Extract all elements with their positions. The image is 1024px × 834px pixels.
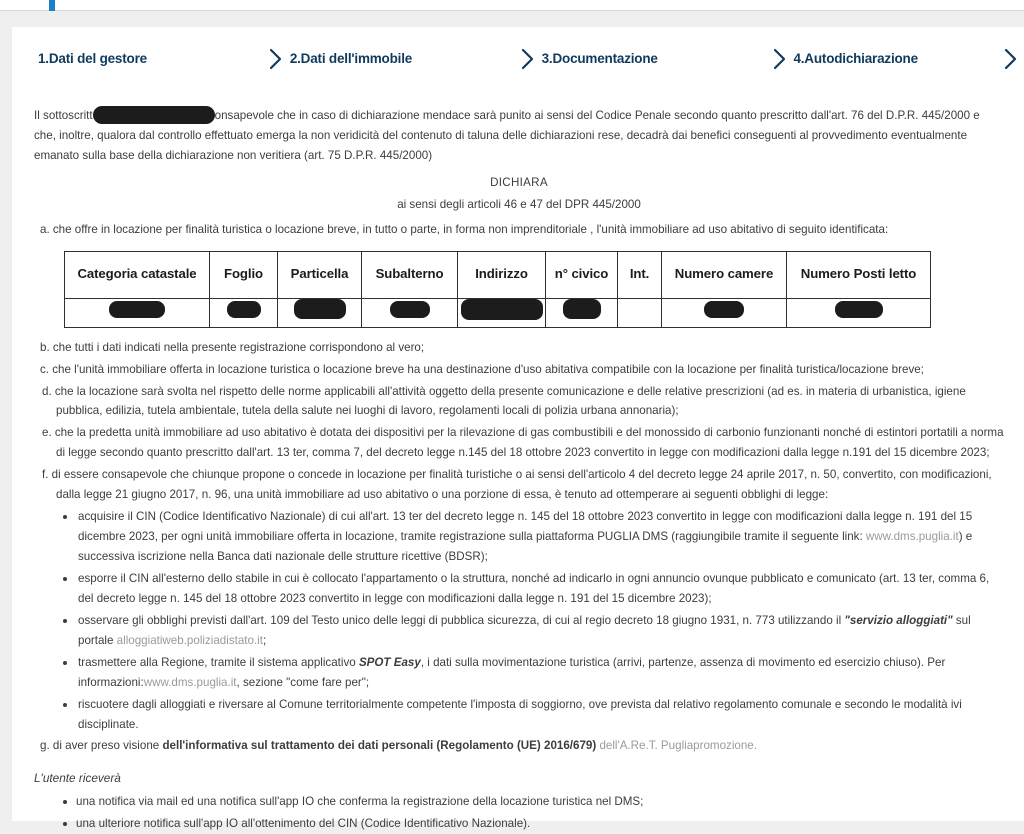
chevron-right-icon-4 xyxy=(996,47,1024,71)
obligation-text: osservare gli obblighi previsti dall'art. 109 del Testo unico delle leggi di pubblica sicurezza, di cui al regio decreto 18 giugno 1931, n. 773 utilizzando il xyxy=(78,613,845,627)
chevron-right-icon-3 xyxy=(765,47,793,71)
form-stepper xyxy=(12,27,1024,90)
col-subalterno: Subalterno xyxy=(362,251,458,298)
property-table xyxy=(64,251,931,328)
obligation-text-cont: ; xyxy=(262,633,267,647)
item-g-bold-informativa: dell'informativa sul trattamento dei dati personali (Regolamento (UE) 2016/679) xyxy=(162,739,597,753)
property-table-header-row xyxy=(65,251,931,298)
obligation-item-esporre-cin xyxy=(76,569,1004,609)
stepper-step-3[interactable]: 3.Documentazione xyxy=(541,51,658,66)
cell-int xyxy=(618,298,662,327)
utente-notification-item: una ulteriore notifica sull'app IO all'ottenimento del CIN (Codice Identificativo Nazionale). xyxy=(76,814,1004,834)
col-foglio: Foglio xyxy=(210,251,278,298)
dichiara-heading: DICHIARA xyxy=(490,175,548,189)
obligation-text: acquisire il CIN (Codice Identificativo Nazionale) di cui all'art. 13 ter del decreto legge n. 145 del 18 ottobre 2023 convertito in legge con modificazioni dalla legge n. 191 del 15 dicembre 2023, per ogni unità immobiliare offerta in locazione, tramite registrazione sulla piattaforma PUGLIA DMS (raggiungibile tramite il seguente link: xyxy=(78,510,973,544)
redaction-block xyxy=(563,299,601,319)
obligation-text: trasmettere alla Regione, tramite il sistema applicativo xyxy=(78,655,359,669)
cell-n-civico xyxy=(546,298,618,327)
obligation-text-mid: sul portale xyxy=(78,613,971,647)
obligation-item-imposta-soggiorno xyxy=(76,695,1004,735)
emphasis-servizio-alloggiati: "servizio alloggiati" xyxy=(844,613,953,627)
obligation-text-mid: , i dati sulla movimentazione turistica (arrivi, partenze, assenza di movimento ed esercizio chiuso). Per informazioni: xyxy=(78,655,946,689)
cell-numero-camere xyxy=(662,298,787,327)
redaction-block xyxy=(390,301,430,318)
cell-categoria-catastale xyxy=(65,298,210,327)
emphasis-spot-easy: SPOT Easy xyxy=(358,655,421,669)
obligation-text: riscuotere dagli alloggiati e riversare al Comune territorialmente competente l'imposta di soggiorno, ove prevista dal relativo regolamento comunale e secondo le modalità ivi disciplinate. xyxy=(78,697,962,731)
link-alloggiatiweb[interactable]: alloggiatiweb.poliziadistato.it xyxy=(116,633,263,647)
utente-notifications-list xyxy=(34,792,1004,834)
chevron-right-icon-1 xyxy=(262,47,290,71)
redaction-block xyxy=(294,299,346,319)
declaration-document xyxy=(12,90,1024,834)
cell-particella xyxy=(278,298,362,327)
item-g-prefix: g. di aver preso visione xyxy=(40,739,163,753)
obligation-item-cin xyxy=(76,507,1004,567)
obligation-text-cont: , sezione "come fare per"; xyxy=(236,675,370,689)
utente-ricevera-heading: L'utente riceverà xyxy=(34,771,121,786)
utente-notification-item: una notifica via mail ed una notifica sull'app IO che conferma la registrazione della locazione turistica nel DMS; xyxy=(76,792,1004,812)
chevron-right-icon-2 xyxy=(514,47,542,71)
redaction-name xyxy=(93,106,215,124)
col-n-civico: n° civico xyxy=(546,251,618,298)
redaction-block xyxy=(109,301,165,318)
page-background-gap xyxy=(0,11,1024,27)
redaction-block xyxy=(461,299,543,320)
col-particella: Particella xyxy=(278,251,362,298)
obligation-item-alloggiati xyxy=(76,611,1004,651)
declaration-item-g xyxy=(34,736,1004,756)
obligation-text: esporre il CIN all'esterno dello stabile in cui è collocato l'appartamento o la struttura, nonché ad indicarlo in ogni annuncio ovunque pubblicato e comunicato (art. 13 ter, comma 6, del decreto legge n. 145 del 18 ottobre 2023 convertito in legge con modificazioni dalla legge n. 191 del 15 dicembre 2023); xyxy=(78,571,990,605)
intro-after-redaction: onsapevole che in caso di dichiarazione mendace sarà punito ai sensi del Codice Penale secondo quanto prescritto dall'art. 76 del D.P.R. 445/2000 e che, inoltre, qualora dal controllo effettuato emerga la non veridicità del contenuto di taluna delle dichiarazioni rese, decadrà dai benefici conseguenti al provvedimento eventualmente emanato sulla base della dichiarazione non veritiera (art. 75 D.P.R. 445/2000) xyxy=(34,109,980,162)
stepper-step-2[interactable]: 2.Dati dell'immobile xyxy=(289,51,413,66)
col-int: Int. xyxy=(618,251,662,298)
cell-indirizzo xyxy=(458,298,546,327)
link-dms-puglia-2[interactable]: www.dms.puglia.it xyxy=(143,675,237,689)
declaration-item-a: a. che offre in locazione per finalità turistica o locazione breve, in tutto o parte, in forma non imprenditoriale , l'unità immobiliare ad uso abitativo di seguito identificata: xyxy=(40,222,889,236)
link-dms-puglia[interactable]: www.dms.puglia.it xyxy=(865,530,959,544)
intro-paragraph xyxy=(34,106,1004,166)
stepper-step-1[interactable]: 1.Dati del gestore xyxy=(38,51,147,66)
declaration-item-c: c. che l'unità immobiliare offerta in locazione turistica o locazione breve ha una destinazione d'uso abitativa compatibile con la locazione per finalità turistica/locazione breve; xyxy=(40,362,924,376)
property-table-wrap xyxy=(34,242,1004,338)
col-numero-camere: Numero camere xyxy=(662,251,787,298)
cell-foglio xyxy=(210,298,278,327)
declaration-item-b: b. che tutti i dati indicati nella presente registrazione corrispondono al vero; xyxy=(40,340,425,354)
col-categoria-catastale: Categoria catastale xyxy=(65,251,210,298)
declaration-item-d: d. che la locazione sarà svolta nel rispetto delle norme applicabili all'attività oggetto della presente comunicazione e delle relative prescrizioni (ad es. in materia di urbanistica, igiene pubblica, edilizia, tutela ambientale, tutela della salute nei luoghi di lavoro, regolamenti locali di polizia urbana annonaria); xyxy=(42,384,966,418)
stepper-step-4[interactable]: 4.Autodichiarazione xyxy=(793,51,918,66)
intro-before-redaction: Il sottoscritt xyxy=(34,109,93,122)
redaction-block xyxy=(704,301,744,318)
declaration-item-e: e. che la predetta unità immobiliare ad uso abitativo è dotata dei dispositivi per la rilevazione di gas combustibili e del monossido di carbonio funzionanti nonché di estintori portatili a norma di legge secondo quanto prescritto dall'art. 13 ter, comma 7, del decreto legge n.145 del 18 ottobre 2023 convertito in legge con modificazioni dalla legge n.191 del 15 dicembre 2023; xyxy=(42,426,1004,460)
col-numero-posti-letto: Numero Posti letto xyxy=(787,251,931,298)
obligation-item-spot-easy xyxy=(76,653,1004,693)
redaction-block xyxy=(835,301,883,318)
browser-top-strip xyxy=(0,0,1024,11)
declaration-item-f: f. di essere consapevole che chiunque propone o concede in locazione per finalità turistiche o ai sensi dell'articolo 4 del decreto legge 24 aprile 2017, n. 50, convertito, con modificazioni, dalla legge 21 giugno 2017, n. 96, una unità immobiliare ad uso abitativo o una porzione di essa, è tenuto ad ottemperare ai seguenti obblighi di legge: xyxy=(42,468,992,502)
obligations-list xyxy=(34,507,1004,734)
dichiara-subheading: ai sensi degli articoli 46 e 47 del DPR 445/2000 xyxy=(397,197,641,211)
item-g-suffix: dell'A.Re.T. Pugliapromozione. xyxy=(596,739,757,753)
redaction-block xyxy=(227,301,261,318)
cell-subalterno xyxy=(362,298,458,327)
obligation-text-cont: ) e successiva iscrizione nella Banca dati nazionale delle strutture ricettive (BDSR); xyxy=(78,530,973,563)
cell-numero-posti-letto xyxy=(787,298,931,327)
col-indirizzo: Indirizzo xyxy=(458,251,546,298)
form-sheet xyxy=(12,27,1024,830)
property-table-row xyxy=(65,298,931,327)
